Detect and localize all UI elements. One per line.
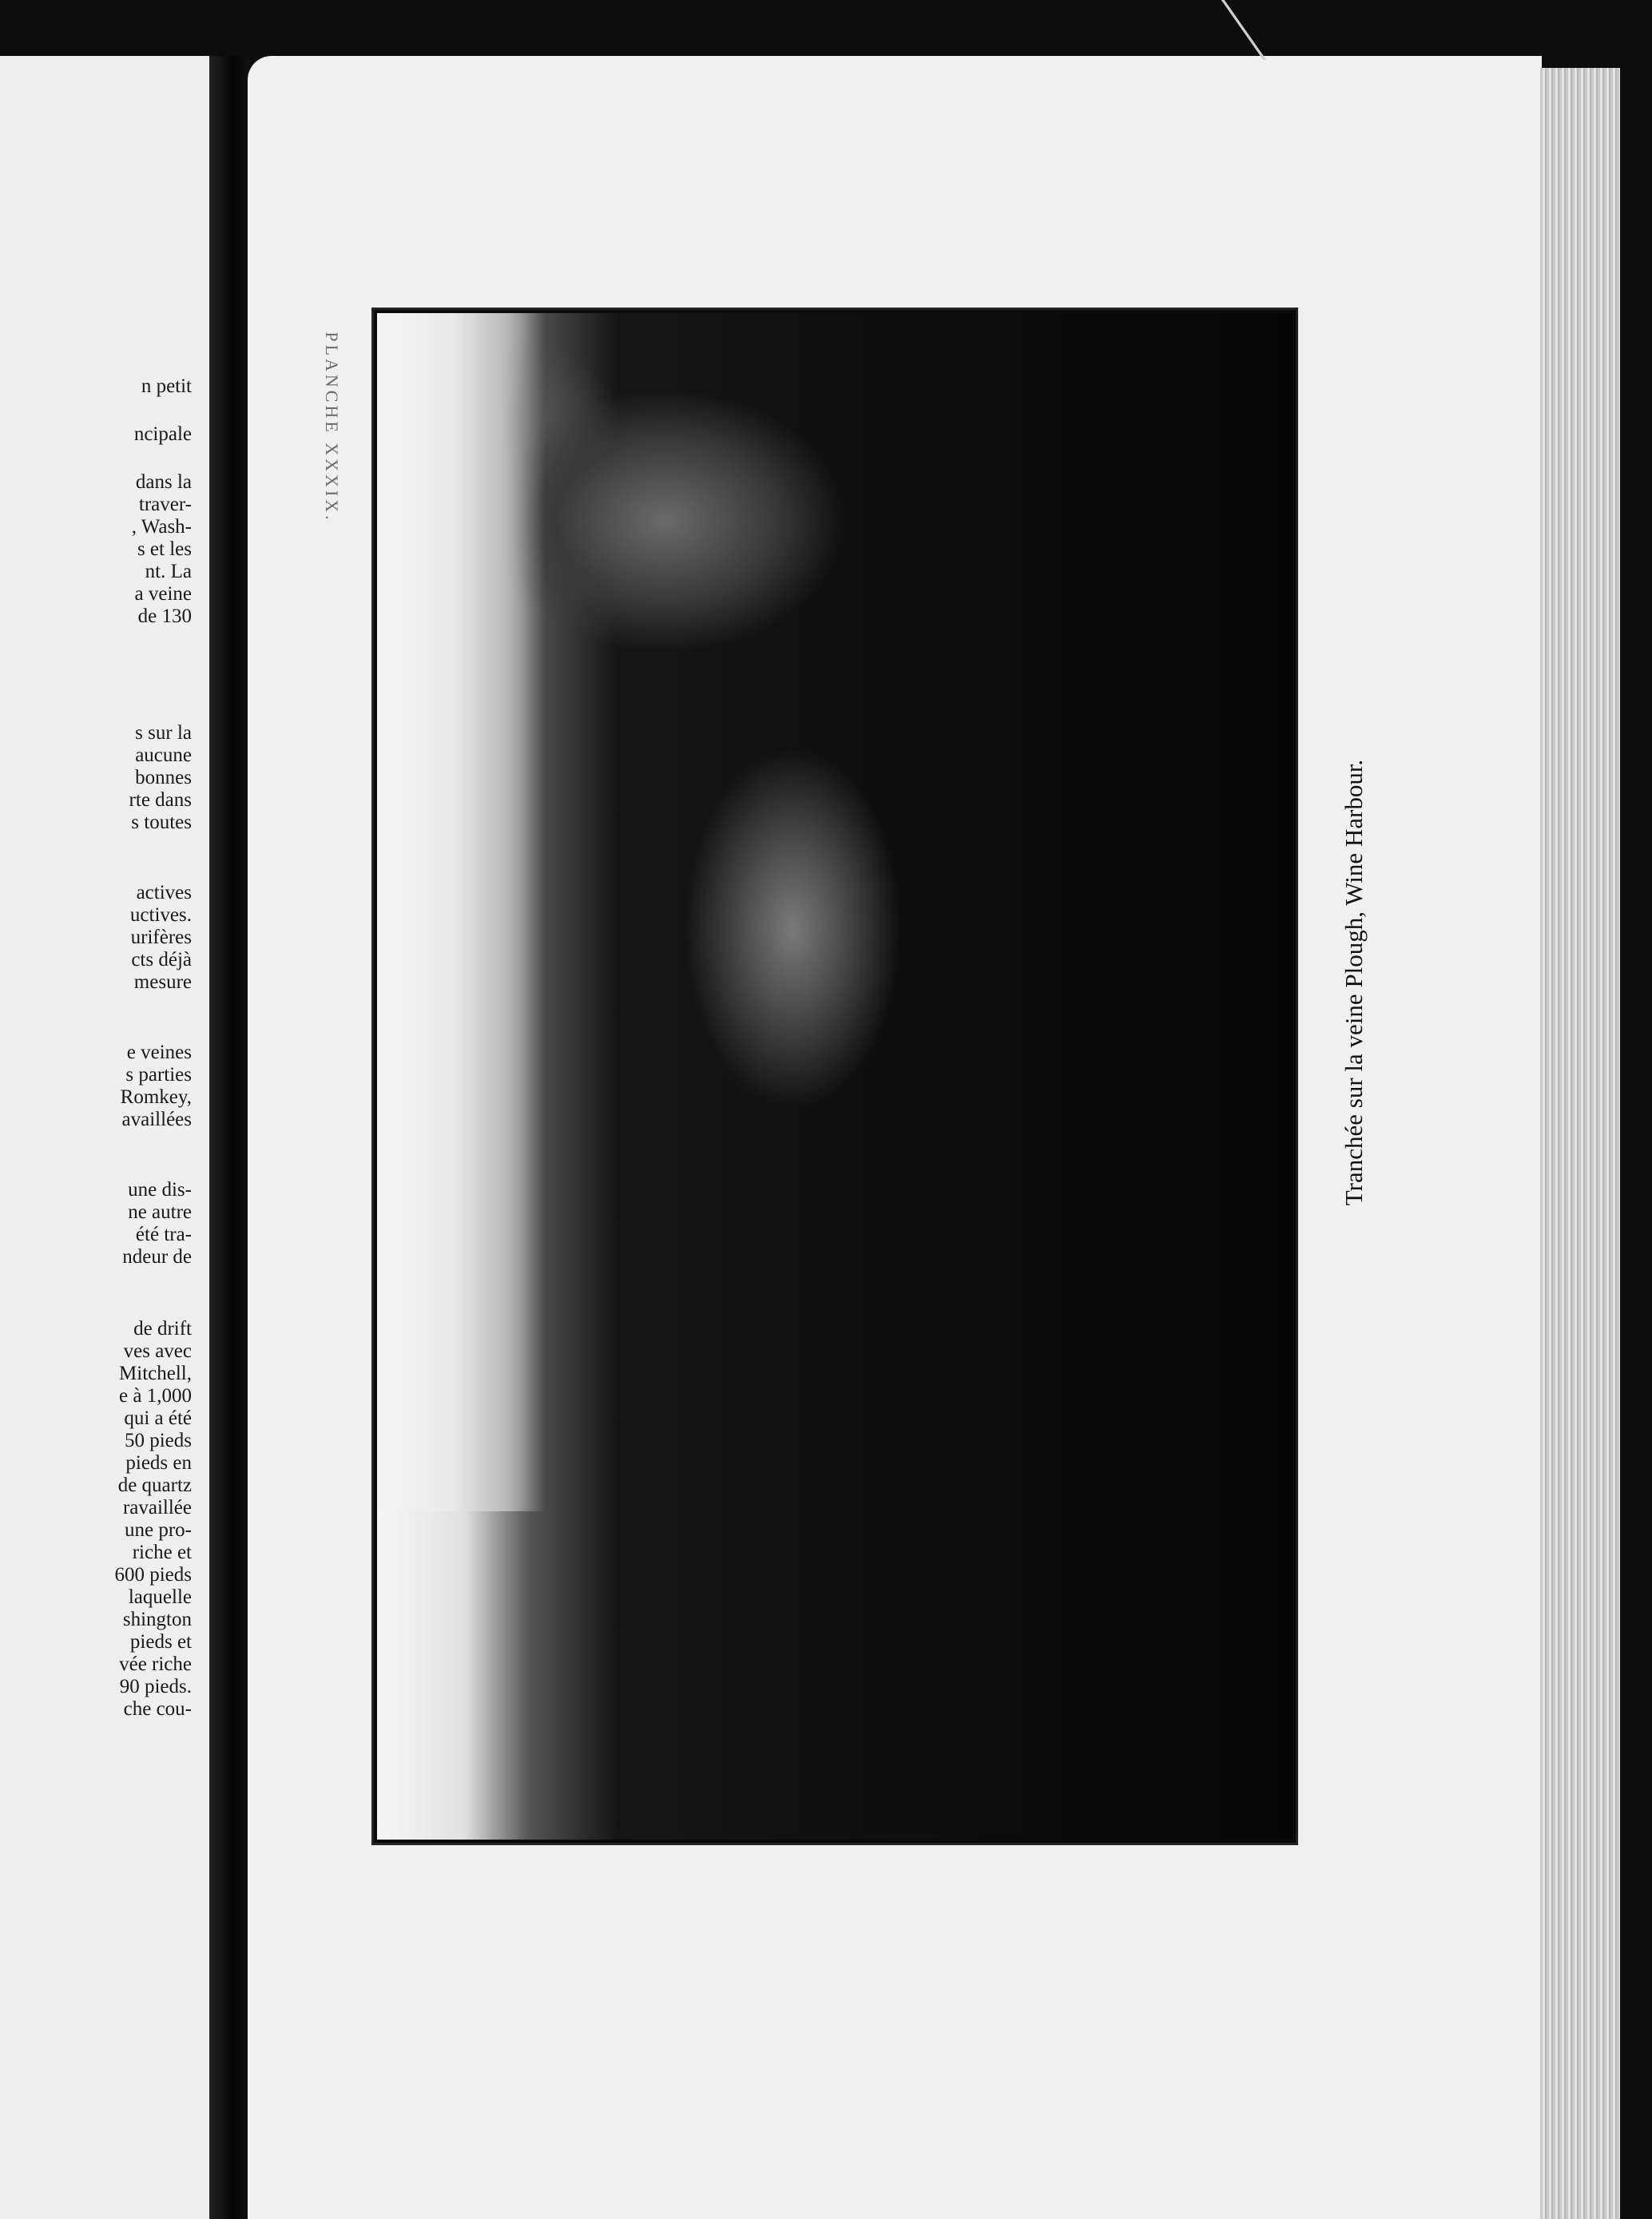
left-page-text-line: pieds en — [125, 1452, 192, 1474]
left-page-text-line: Mitchell, — [119, 1363, 192, 1384]
left-page-text-line: pieds et — [129, 1631, 192, 1653]
left-page-text-line: urifères — [130, 927, 192, 948]
left-page-text-line: une pro- — [125, 1519, 192, 1541]
left-page-text-line: e veines — [126, 1042, 192, 1063]
left-page-text-line: 90 pieds. — [119, 1676, 192, 1697]
left-page-text-line: de drift — [133, 1318, 192, 1340]
left-page-text-line: e à 1,000 — [119, 1385, 192, 1407]
left-page-text-line: laquelle — [128, 1586, 192, 1608]
page-corner-mark — [1221, 0, 1267, 60]
left-page-text-line: une dis- — [128, 1179, 192, 1201]
left-page-text-line: actives — [136, 882, 192, 903]
left-page-text-line: traver- — [138, 494, 192, 515]
left-page-text-line: cts déjà — [131, 949, 192, 971]
left-page-text-line: ne autre — [128, 1201, 192, 1223]
book-gutter — [209, 56, 249, 2219]
plate-photograph — [371, 308, 1298, 1845]
left-page — [0, 56, 209, 2219]
left-page-text-line: che cou- — [123, 1698, 192, 1720]
left-page-text-line: bonnes — [135, 767, 192, 788]
left-page-text-line: 50 pieds — [124, 1430, 192, 1451]
page-edges — [1540, 68, 1620, 2219]
left-page-text-line: Romkey, — [120, 1086, 192, 1108]
left-page-text-line: de 130 — [137, 605, 192, 627]
caption-container — [1334, 607, 1374, 1358]
left-page-text-line: ncipale — [133, 423, 192, 445]
left-page-text-line: riche et — [132, 1542, 192, 1563]
left-page-text-line: de quartz — [117, 1475, 192, 1496]
left-page-text-line: availlées — [121, 1109, 192, 1130]
left-page-text-line: rte dans — [129, 789, 192, 811]
left-page-text-line: dans la — [135, 471, 192, 493]
left-page-text-line: shington — [122, 1609, 192, 1630]
plate-caption: Tranchée sur la veine Plough, Wine Harbour. — [1340, 759, 1368, 1206]
left-page-text-line: ravaillée — [122, 1497, 192, 1518]
left-page-text-line: , Wash- — [131, 516, 192, 538]
left-page-text-line: ves avec — [123, 1340, 192, 1362]
left-page-text-line: uctives. — [129, 904, 192, 926]
left-page-text-line: s parties — [125, 1064, 192, 1086]
left-page-text-line: ndeur de — [122, 1246, 192, 1268]
left-page-text-line: qui a été — [124, 1407, 192, 1429]
photograph-sky — [377, 313, 545, 1511]
plate-label-container — [320, 308, 344, 547]
left-page-text-line: nt. La — [145, 561, 192, 582]
left-page-text-line: s sur la — [135, 722, 192, 744]
left-page-text-line: aucune — [135, 744, 192, 766]
left-page-text-line: été tra- — [135, 1224, 192, 1245]
left-page-text-line: a veine — [134, 583, 192, 605]
left-page-text-line: 600 pieds — [114, 1564, 192, 1586]
left-page-text-line: s et les — [137, 538, 192, 560]
plate-label: PLANCHE XXXIX. — [322, 331, 342, 523]
left-page-text-line: mesure — [133, 971, 192, 993]
left-page-text-line: vée riche — [119, 1653, 192, 1675]
left-page-text-line: n petit — [141, 375, 192, 397]
left-page-text-line: s toutes — [131, 812, 192, 833]
